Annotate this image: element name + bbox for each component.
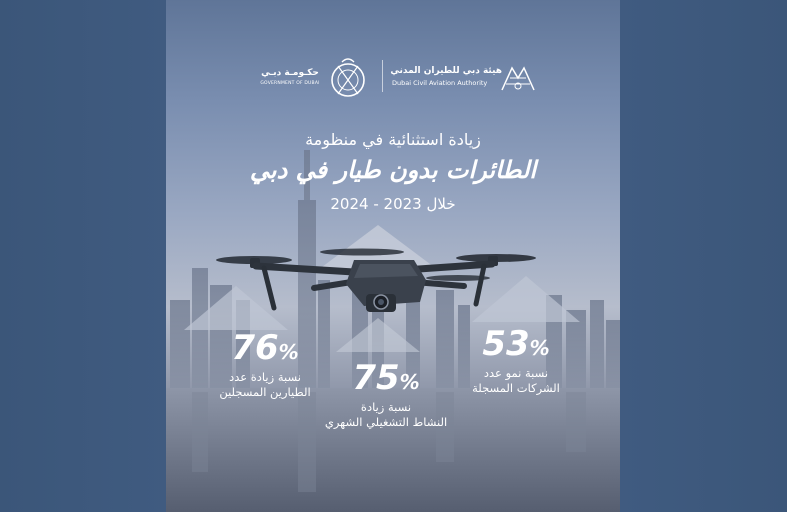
logo-divider bbox=[382, 60, 383, 92]
stat-label-line-2: النشاط التشغيلي الشهري bbox=[324, 415, 448, 429]
dcaa-emblem-icon bbox=[498, 64, 538, 94]
headline-period: خلال 2023 - 2024 bbox=[330, 195, 456, 213]
stat-label-line-1: نسبة زيادة عدد bbox=[229, 370, 301, 384]
government-of-dubai-emblem-icon bbox=[328, 56, 368, 100]
stat-pilots bbox=[210, 330, 320, 400]
stat-label-line-1: نسبة زيادة bbox=[360, 400, 412, 414]
drone-illustration bbox=[214, 220, 544, 330]
stat-label-line-2: الشركات المسجلة bbox=[472, 381, 560, 395]
headline-line-1: زيادة استثنائية في منظومة bbox=[305, 130, 481, 149]
stat-label-line-2: الطيارين المسجلين bbox=[219, 385, 311, 399]
stat-number: 76 bbox=[231, 328, 279, 368]
logos-row bbox=[166, 54, 620, 102]
stat-value bbox=[316, 360, 456, 400]
dcaa-arabic-name: هيئة دبي للطيران المدني bbox=[390, 66, 502, 76]
government-arabic-name: حكـومـة دبـي bbox=[261, 68, 319, 78]
government-english-name: GOVERNMENT OF DUBAI bbox=[260, 81, 320, 86]
stat-unit: % bbox=[278, 340, 299, 364]
infographic-poster bbox=[166, 0, 620, 512]
stat-unit: % bbox=[529, 336, 550, 360]
headline-title: الطائرات بدون طيار في دبي bbox=[249, 156, 537, 184]
dcaa-logo-text bbox=[392, 66, 502, 87]
stat-number: 75 bbox=[352, 358, 400, 398]
dcaa-english-name: Dubai Civil Aviation Authority bbox=[392, 79, 488, 87]
stat-unit: % bbox=[399, 370, 420, 394]
stat-value bbox=[210, 330, 320, 370]
stat-monthly-activity bbox=[316, 360, 456, 430]
stat-label-line-1: نسبة نمو عدد bbox=[483, 366, 549, 380]
stat-number: 53 bbox=[482, 324, 530, 364]
government-of-dubai-logo bbox=[250, 68, 330, 86]
stat-companies bbox=[466, 326, 566, 396]
stat-value bbox=[466, 326, 566, 366]
